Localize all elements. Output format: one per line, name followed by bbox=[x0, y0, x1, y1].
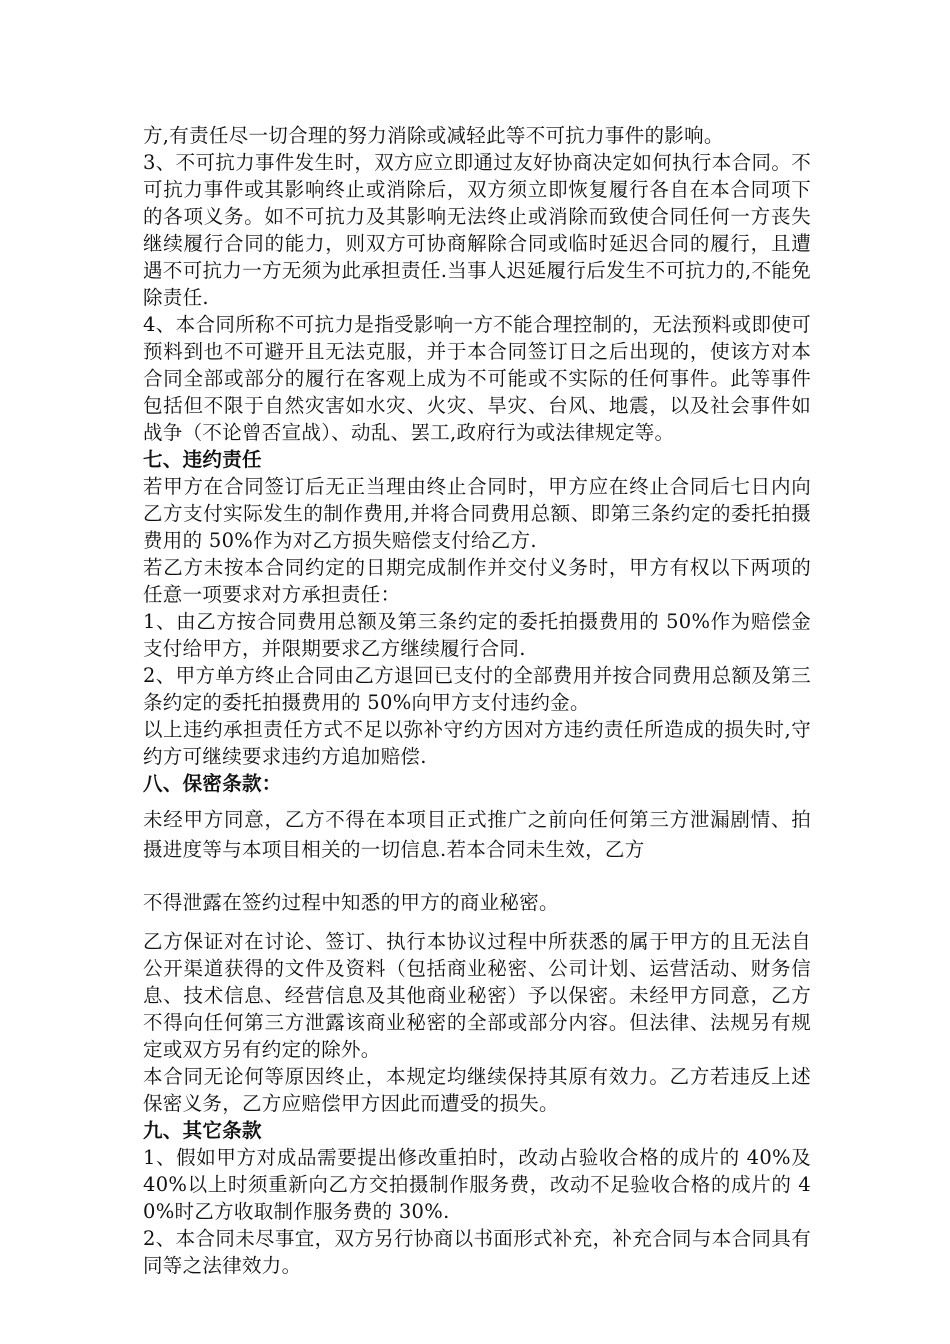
paragraph-force-majeure-3: 3、不可抗力事件发生时，双方应立即通过友好协商决定如何执行本合同。不可抗力事件或其影响终止或消除后，双方须立即恢复履行各自在本合同项下的各项义务。如不可抗力及其影响无法终止或消除而致使合同任何一方丧失继续履行合同的能力，则双方可协商解除合同或临时延迟合同的履行，且遭遇不可抗力一方无须为此承担责任.当事人迟延履行后发生不可抗力的,不能免除责任. bbox=[143, 151, 811, 309]
paragraph-confidentiality-1-end: 不得泄露在签约过程中知悉的甲方的商业秘密。 bbox=[143, 891, 559, 914]
paragraph-force-majeure-continued: 方,有责任尽一切合理的努力消除或减轻此等不可抗力事件的影响。 bbox=[143, 124, 724, 147]
paragraph-other-terms-1: 1、假如甲方对成品需要提出修改重拍时，改动占验收合格的成片的 40%及 40%以上时须重新向乙方交拍摄制作服务费，改动不足验收合格的成片的 40%时乙方收取制作服务费的 30%. bbox=[143, 1146, 811, 1223]
section-heading-breach: 七、违约责任 bbox=[143, 448, 262, 471]
section-heading-other-terms: 九、其它条款 bbox=[143, 1119, 262, 1142]
paragraph-breach-additional: 以上违约承担责任方式不足以弥补守约方因对方违约责任所造成的损失时,守约方可继续要求违约方追加赔偿. bbox=[143, 718, 811, 768]
paragraph-breach-option-2: 2、甲方单方终止合同由乙方退回已支付的全部费用并按合同费用总额及第三条约定的委托拍摄费用的 50%向甲方支付违约金。 bbox=[143, 664, 811, 714]
paragraph-breach-option-1: 1、由乙方按合同费用总额及第三条约定的委托拍摄费用的 50%作为赔偿金支付给甲方，并限期要求乙方继续履行合同. bbox=[143, 610, 811, 660]
paragraph-confidentiality-1: 未经甲方同意，乙方不得在本项目正式推广之前向任何第三方泄漏剧情、拍摄进度等与本项目相关的一切信息.若本合同未生效，乙方 bbox=[143, 808, 811, 861]
paragraph-confidentiality-2: 乙方保证对在讨论、签订、执行本协议过程中所获悉的属于甲方的且无法自公开渠道获得的文件及资料（包括商业秘密、公司计划、运营活动、财务信息、技术信息、经营信息及其他商业秘密）予以保密。未经甲方同意，乙方不得向任何第三方泄露该商业秘密的全部或部分内容。但法律、法规另有规定或双方另有约定的除外。 bbox=[143, 930, 811, 1061]
paragraph-force-majeure-4: 4、本合同所称不可抗力是指受影响一方不能合理控制的，无法预料或即使可预料到也不可避开且无法克服，并于本合同签订日之后出现的，使该方对本合同全部或部分的履行在客观上成为不可能或不实际的任何事件。此等事件包括但不限于自然灾害如水灾、火灾、旱灾、台风、地震，以及社会事件如战争（不论曾否宣战）、动乱、罢工,政府行为或法律规定等。 bbox=[143, 313, 811, 444]
paragraph-breach-party-b: 若乙方未按本合同约定的日期完成制作并交付义务时，甲方有权以下两项的任意一项要求对方承担责任： bbox=[143, 556, 811, 606]
spacer bbox=[143, 865, 811, 889]
section-heading-confidentiality: 八、保密条款： bbox=[143, 772, 282, 795]
paragraph-other-terms-2: 2、本合同未尽事宜，双方另行协商以书面形式补充，补充合同与本合同具有同等之法律效力。 bbox=[143, 1227, 811, 1277]
spacer bbox=[143, 916, 811, 928]
contract-page bbox=[143, 122, 811, 1279]
paragraph-breach-party-a: 若甲方在合同签订后无正当理由终止合同时，甲方应在终止合同后七日内向乙方支付实际发生的制作费用,并将合同费用总额、即第三条约定的委托拍摄费用的 50%作为对乙方损失赔偿支付给乙方. bbox=[143, 475, 811, 552]
paragraph-confidentiality-3: 本合同无论何等原因终止，本规定均继续保持其原有效力。乙方若违反上述保密义务，乙方应赔偿甲方因此而遭受的损失。 bbox=[143, 1065, 811, 1115]
spacer bbox=[143, 797, 811, 805]
